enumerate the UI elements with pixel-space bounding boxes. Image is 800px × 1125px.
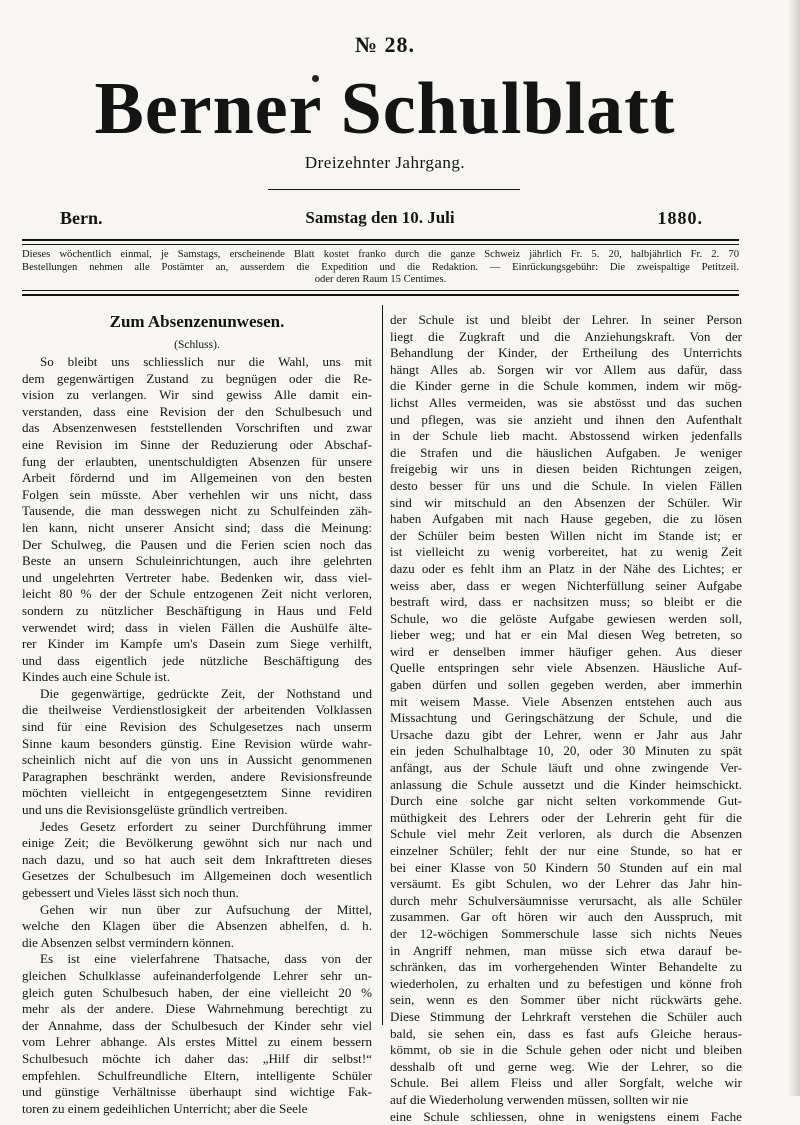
article-text-line: bei einer Klasse von 50 Kindern 50 Stunden auf ein mal	[390, 860, 742, 877]
article-text-line: anfängt, aus der Schule läuft und ohne zwingende Ver-	[390, 760, 742, 777]
article-text-line: versäumt. Es gibt Schulen, wo der Lehrer das Jahr hin-	[390, 876, 742, 893]
article-text-line: weiss aber, dass er wegen Nichterfüllung seiner Aufgabe	[390, 578, 742, 595]
dateline-place: Bern.	[60, 208, 103, 229]
article-text-line: liegt die Zugkraft und die Anziehungskraft. Von der	[390, 329, 742, 346]
article-text-line: haben Aufgaben mit nach Hause gegeben, die zu lösen	[390, 511, 742, 528]
article-text-line: leicht 80 % der der Schule entzogenen Zeit nicht verloren,	[22, 586, 372, 603]
article-text-line: und ungelehrten Vertreter habe. Bedenken wir, dass viel-	[22, 570, 372, 587]
article-text-line: sondern zu nützlicher Beschäftigung in Haus und Feld	[22, 603, 372, 620]
article-text-line: hängt Alles ab. Sorgen wir vor Allem aus dafür, dass	[390, 362, 742, 379]
article-text-line: desto besser für uns und die Schule. In vielen Fällen	[390, 478, 742, 495]
dateline-date: Samstag den 10. Juli	[0, 208, 760, 228]
article-text-line: Arbeit fördernd und im Allgemeinen von den besten	[22, 470, 372, 487]
article-column-left	[22, 312, 372, 1117]
notice-bottom-rule	[22, 294, 739, 296]
article-text-line: welche den Klagen über die Absenzen abhelfen, d. h.	[22, 918, 372, 935]
article-text-line: ein jeden Schulhalbtage 10, 20, oder 30 Minuten zu spät	[390, 743, 742, 760]
article-text-line: der Annahme, dass der Schulbesuch der Kinder sehr viel	[22, 1018, 372, 1035]
article-text-line: desshalb oft und gerne weg. Wie der Lehrer, so die	[390, 1059, 742, 1076]
notice-line: oder deren Raum 15 Centimes.	[22, 274, 739, 287]
article-text-line: bald, sie sehen ein, dass es fast aufs Gleiche heraus-	[390, 1026, 742, 1043]
article-text-line: und uns die Revisionsgelüste gründlich vertreiben.	[22, 802, 372, 819]
scan-edge-shadow	[788, 0, 800, 1096]
article-text-line: möchten vielleicht in entgegengesetztem Sinne revidiren	[22, 785, 372, 802]
article-text-line: Schule. Bei allem Fleiss und aller Sorgfalt, welche wir	[390, 1075, 742, 1092]
article-text-line: durch mehr Schulversäumnisse verursacht, als alle Schüler	[390, 893, 742, 910]
dateline-year: 1880.	[658, 208, 704, 229]
article-text-line: einzelner Schüler; fehlt der nur eine Stunde, so hat er	[390, 843, 742, 860]
article-text-line: der Schüler beim besten Willen nicht im Stande ist; er	[390, 528, 742, 545]
article-text-line: die Strafen und die häuslichen Aufgaben. Je weniger	[390, 445, 742, 462]
article-text-line: Jedes Gesetz erfordert zu seiner Durchführung immer	[22, 819, 372, 836]
notice-bottom-rule-thin	[22, 290, 739, 291]
article-text-line: die theilweise Verdienstlosigkeit der arbeitenden Volklassen	[22, 702, 372, 719]
article-text-line: dazu oder es fehlt ihm an Platz in der Nähe des Lichtes; er	[390, 561, 742, 578]
article-text-line: vom Lehrer abhange. Als erstes Mittel zu einem bessern	[22, 1034, 372, 1051]
article-text-line: eine Revision im Sinne der Reduzierung oder Abschaf-	[22, 437, 372, 454]
article-text-line: wiederholen, zu erhalten und zu befestigen und könne froh	[390, 976, 742, 993]
column-divider	[382, 305, 383, 1025]
article-text-line: Sinne kaum besonders günstig. Eine Revision würde wahr-	[22, 736, 372, 753]
article-column-right	[390, 312, 742, 1125]
article-text-line: fung der erlaubten, unentschuldigten Absenzen für unsere	[22, 454, 372, 471]
article-text-line: und günstige Verhältnisse überhaupt sind wichtige Fak-	[22, 1084, 372, 1101]
notice-top-rule-thin	[22, 244, 739, 245]
article-text-line: Es ist eine vielerfahrene Thatsache, dass von der	[22, 951, 372, 968]
article-text-line: Paragraphen beschränkt werden, andere Revisionsfreunde	[22, 769, 372, 786]
article-text-line: gebessert und Vieles lässt sich noch thun.	[22, 885, 372, 902]
article-text-line: Die gegenwärtige, gedrückte Zeit, der Nothstand und	[22, 686, 372, 703]
article-text-line: scheinlich nicht auf die von uns in Aussicht genommenen	[22, 752, 372, 769]
article-text-line: sind für eine Revision des Schulgesetzes nach unserm	[22, 719, 372, 736]
article-text-line: len kann, nicht unserer Ansicht sind; dass die Meinung:	[22, 520, 372, 537]
article-text-line: freigebig wir uns in diesen beiden Richtungen zeigen,	[390, 461, 742, 478]
notice-line: Dieses wöchentlich einmal, je Samstags, erscheinende Blatt kostet franko durch die ganze Schweiz jährlich Fr. 5. 20, halbjährlich Fr. 2. 70	[22, 249, 739, 262]
article-text-line: rer Kinder im Kampfe um's Dasein zum Siege verhilft,	[22, 636, 372, 653]
article-text-line: anlassung die Schule aussetzt und die Kinder heimschickt.	[390, 777, 742, 794]
article-text-line: eine Schule schliessen, ohne in wenigstens einem Fache	[390, 1109, 742, 1125]
article-text-line: Schule, wo die gelöste Aufgabe gewiesen werden soll,	[390, 611, 742, 628]
subtitle-rule	[268, 189, 520, 190]
article-text-line: vision zu verlangen. Wir sind gewiss Alle damit ein-	[22, 387, 372, 404]
article-text-line: Folgen sein müsste. Aber verhehlen wir uns nicht, dass	[22, 487, 372, 504]
article-text-line: toren zu einem gedeihlichen Unterricht; aber die Seele	[22, 1101, 372, 1118]
article-text-line: einige Zeit; die Bevölkerung gewöhnt sich nur nach und	[22, 835, 372, 852]
notice-top-rule	[22, 239, 739, 241]
article-text-line: Beste an unsern Schuleinrichtungen, auch ihre gelehrten	[22, 553, 372, 570]
article-text-line: Missachtung und Geringschätzung der Schule, und die	[390, 710, 742, 727]
article-text-line: die Absenzen selbst vermindern können.	[22, 935, 372, 952]
issue-number: № 28.	[0, 32, 770, 58]
dateline	[0, 208, 800, 230]
subscription-notice	[22, 249, 739, 287]
article-text-line: Kindes auch eine Schule ist.	[22, 669, 372, 686]
article-text-line: Schule viel mehr Zeit verloren, als durch die Absenzen	[390, 826, 742, 843]
article-text-line: und pflegen, was sie anzieht und ihnen den Aufenthalt	[390, 412, 742, 429]
article-text-line: Der Schulweg, die Pausen und die Ferien scien noch das	[22, 537, 372, 554]
article-text-line: gaben dürfen und sollen gegeben werden, aber immerhin	[390, 677, 742, 694]
volume-subtitle: Dreizehnter Jahrgang.	[0, 153, 770, 173]
article-text-line: verstanden, dass eine Revision der den Schulbesuch und	[22, 404, 372, 421]
article-text-line: das Absenzenwesen feststellenden Vorschriften und zwar	[22, 420, 372, 437]
article-text-line: dem gegenwärtigen Zustand zu begnügen oder die Re-	[22, 371, 372, 388]
article-text-line: lieber weg; und hat er ein Mal diesen Weg betreten, so	[390, 627, 742, 644]
article-text-line: in der Schule lieb macht. Abstossend wirken jedenfalls	[390, 428, 742, 445]
article-text-line: mit weisem Masse. Viele Absenzen entstehen auch aus	[390, 694, 742, 711]
article-text-line: der Schule ist und bleibt der Lehrer. In seiner Person	[390, 312, 742, 329]
article-text-line: gleichen Schulklasse aufeinanderfolgende Lehrer sehr un-	[22, 968, 372, 985]
article-text-line: zusammen. Gar oft hören wir auch den Ausspruch, mit	[390, 909, 742, 926]
article-text-line: sein, wenn es den Sommer über nicht rückwärts gehe.	[390, 992, 742, 1009]
article-text-line: Ursache dazu gibt der Lehrer, wenn er Jahr aus Jahr	[390, 727, 742, 744]
article-text-line: Durch eine solche gar nicht selten vorkommende Gut-	[390, 793, 742, 810]
masthead-title: Berner Schulblatt	[20, 72, 750, 146]
article-text-line: und dass eigentlich jede nützliche Beschäftigung des	[22, 653, 372, 670]
article-text-line: verwendet wird; dass in vielen Fällen die Aushülfe älte-	[22, 620, 372, 637]
article-text-line: ist vielleicht zu wenig vorbereitet, hat zu wenig Zeit	[390, 544, 742, 561]
article-text-line: Tausende, die man desswegen nicht zu Schulfeinden zäh-	[22, 503, 372, 520]
article-text-line: kömmt, ob sie in die Schule gehen oder nicht und bleiben	[390, 1042, 742, 1059]
article-text-line: wird er denselben immer häufiger gehen. Aus dieser	[390, 644, 742, 661]
article-text-line: der 12-wöchigen Sommerschule lasse sich nichts Neues	[390, 926, 742, 943]
article-text-line: schränken, das im vorhergehenden Winter Behandelte zu	[390, 959, 742, 976]
notice-line: Bestellungen nehmen alle Postämter an, ausserdem die Expedition und die Redaktion. — Einrückungsgebühr: Die zweispaltige Petitzeil.	[22, 262, 739, 275]
article-text-line: auf die Wiederholung verwenden müssen, sollten wir nie	[390, 1092, 742, 1109]
article-text-line: So bleibt uns schliesslich nur die Wahl, uns mit	[22, 354, 372, 371]
article-text-line: in Angriff nehmen, man müsse sich etwa darauf be-	[390, 943, 742, 960]
article-text-line: mehr als der andere. Diese Wahrnehmung berechtigt zu	[22, 1001, 372, 1018]
article-text-line: bestraft wird, dass er nachsitzen muss; so bleibt er die	[390, 594, 742, 611]
article-text-line: lichst Alles vermeiden, was sie abstösst und das suchen	[390, 395, 742, 412]
article-text-line: gleich guten Schulbesuch haben, der eine vielleicht 20 %	[22, 985, 372, 1002]
article-text-line: Diese Stimmung der Lehrkraft verstehen die Schüler auch	[390, 1009, 742, 1026]
article-text-line: Gesetzes der Schulbesuch im Allgemeinen doch wesentlich	[22, 868, 372, 885]
article-headline: Zum Absenzenunwesen.	[22, 312, 372, 332]
article-text-line: Behandlung der Kinder, der Ertheilung des Unterrichts	[390, 345, 742, 362]
article-continuation-note: (Schluss).	[22, 338, 372, 353]
article-text-line: sind wir mitschuld an den Absenzen der Schüler. Wir	[390, 495, 742, 512]
article-text-line: nach dazu, und so hat auch seit dem Inkrafttreten dieses	[22, 852, 372, 869]
article-text-line: empfehlen. Schulfreundliche Eltern, intelligente Schüler	[22, 1068, 372, 1085]
article-text-line: Gehen wir nun über zur Aufsuchung der Mittel,	[22, 902, 372, 919]
article-text-line: Quelle entspringen sehr viele Absenzen. Häusliche Auf-	[390, 660, 742, 677]
article-text-line: müthigkeit des Lehrers oder der Lehrerin geht für die	[390, 810, 742, 827]
article-text-line: Schulbesuch möchte ich daher das: „Hilf dir selbst!“	[22, 1051, 372, 1068]
article-text-line: die Kinder gerne in die Schule kommen, indem wir mög-	[390, 378, 742, 395]
